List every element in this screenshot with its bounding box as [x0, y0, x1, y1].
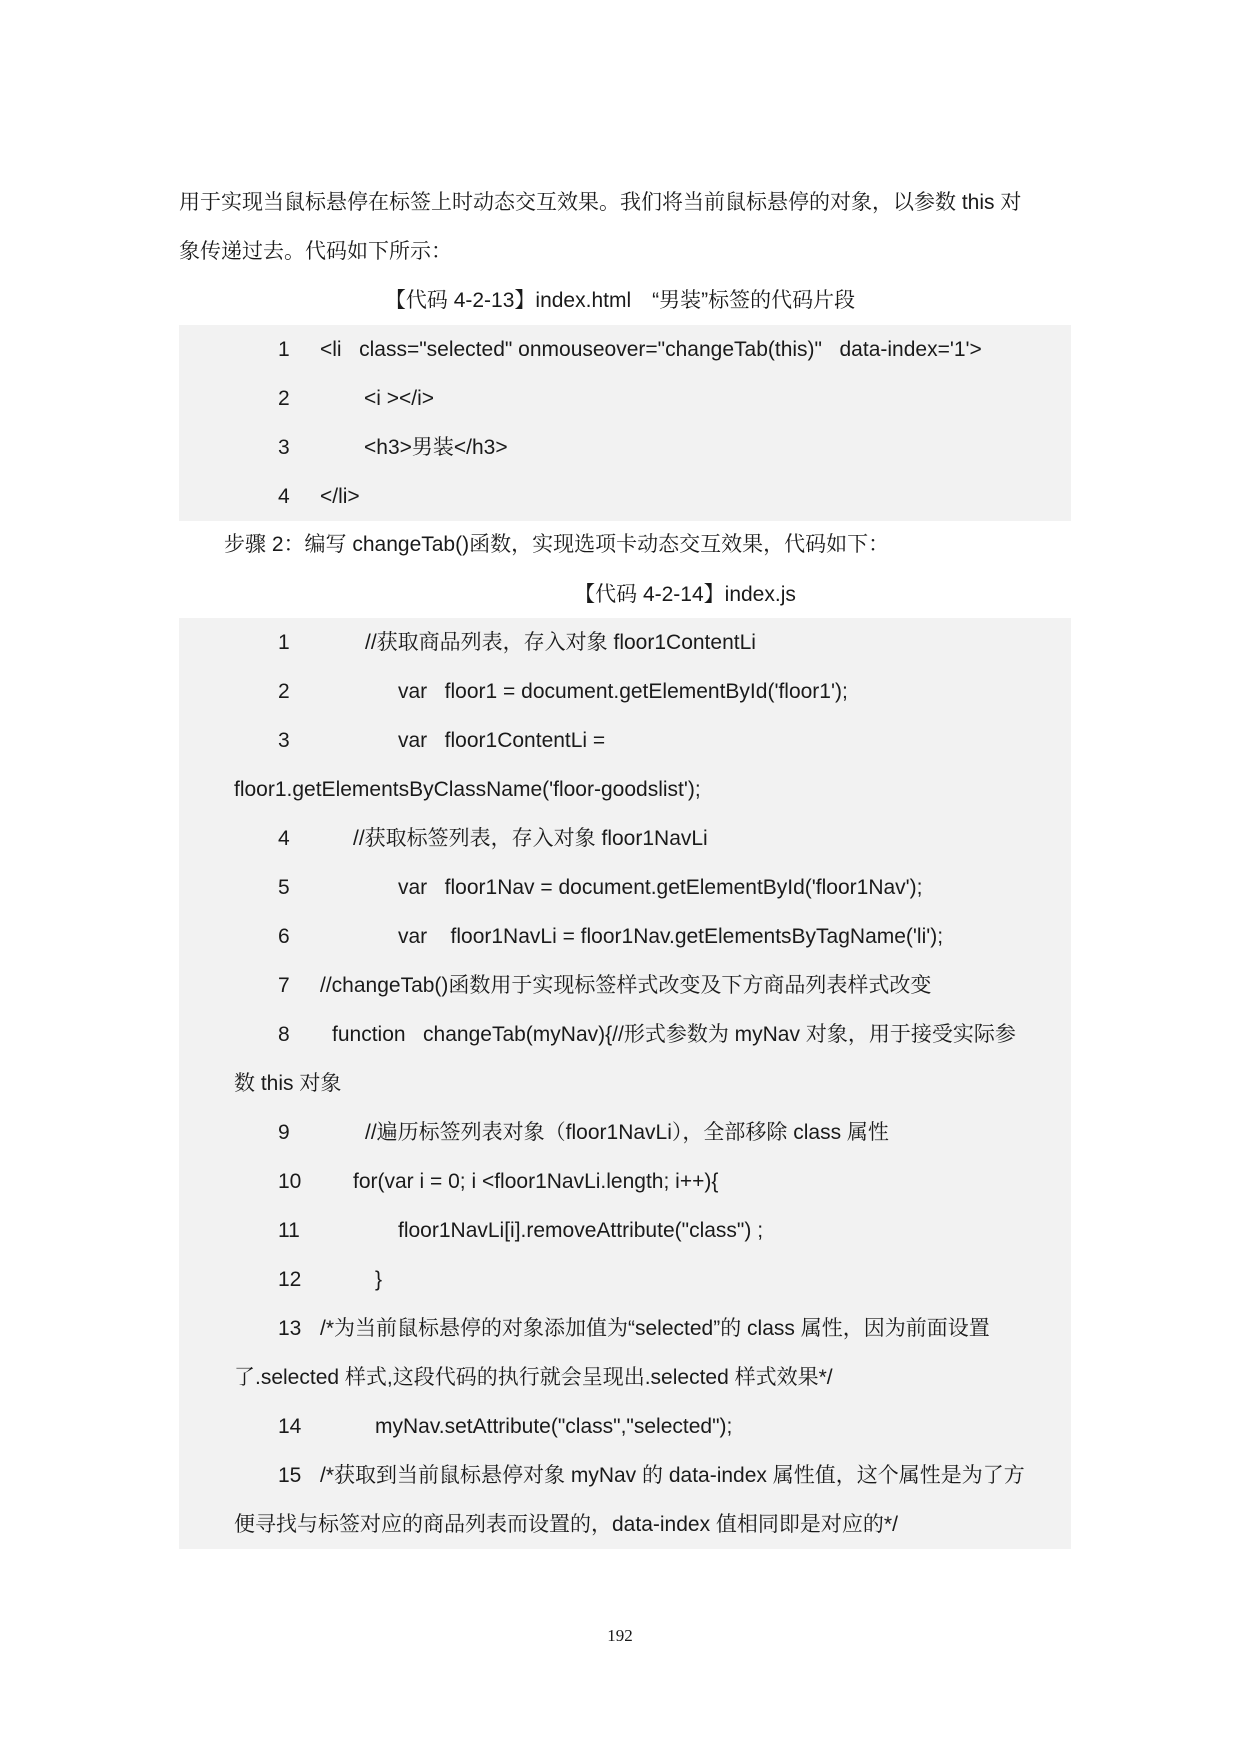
code-text: var floor1 = document.getElementById('floor1'); [398, 680, 848, 703]
code-text: </li> [320, 485, 360, 508]
code-text: /*获取到当前鼠标悬停对象 myNav 的 data-index 属性值，这个属性是为了方 [320, 1464, 1025, 1487]
code-text: <li class="selected" onmouseover="changeTab(this)" data-index='1'> [320, 338, 982, 361]
line-number: 3 [278, 729, 290, 752]
code-block-2 [179, 618, 1071, 1549]
code-line [179, 1402, 1071, 1451]
code-text: var floor1ContentLi = [398, 729, 606, 752]
line-number: 3 [278, 436, 290, 459]
intro-line-1: 用于实现当鼠标悬停在标签上时动态交互效果。我们将当前鼠标悬停的对象，以参数 this 对 [179, 191, 1022, 214]
code-line-continuation: 便寻找与标签对应的商品列表而设置的，data-index 值相同即是对应的*/ [234, 1513, 898, 1536]
code-text: <i ></i> [364, 387, 435, 410]
code-line [179, 863, 1071, 912]
code-line [179, 1010, 1071, 1059]
code-line [179, 1304, 1071, 1353]
code-line [179, 814, 1071, 863]
line-number: 11 [278, 1219, 300, 1242]
line-number: 7 [278, 974, 290, 997]
line-number: 8 [278, 1023, 290, 1046]
code-text: <h3>男装</h3> [364, 436, 508, 459]
code-line [179, 1206, 1071, 1255]
line-number: 4 [278, 827, 290, 850]
code-line [179, 1108, 1071, 1157]
line-number: 1 [278, 338, 290, 361]
code-line [179, 374, 1071, 423]
code-text: /*为当前鼠标悬停的对象添加值为“selected”的 class 属性，因为前面设置 [320, 1317, 990, 1340]
code-text: for(var i = 0; i <floor1NavLi.length; i++){ [353, 1170, 719, 1193]
code-line [179, 667, 1071, 716]
line-number: 6 [278, 925, 290, 948]
line-number: 10 [278, 1170, 302, 1193]
line-number: 1 [278, 631, 290, 654]
code-text: var floor1Nav = document.getElementById('floor1Nav'); [398, 876, 923, 899]
code-caption-1: 【代码 4-2-13】index.html “男装”标签的代码片段 [384, 289, 856, 312]
line-number: 5 [278, 876, 290, 899]
code-text: floor1NavLi[i].removeAttribute("class") ; [398, 1219, 764, 1242]
code-line-continuation: 数 this 对象 [234, 1072, 342, 1095]
line-number: 2 [278, 680, 290, 703]
code-text: var floor1NavLi = floor1Nav.getElementsByTagName('li'); [398, 925, 944, 948]
line-number: 12 [278, 1268, 302, 1291]
code-block-1 [179, 325, 1071, 521]
line-number: 15 [278, 1464, 302, 1487]
code-text: } [375, 1268, 383, 1291]
code-text: //获取标签列表，存入对象 floor1NavLi [353, 827, 708, 850]
code-line [179, 472, 1071, 521]
code-caption-2: 【代码 4-2-14】index.js [574, 583, 796, 606]
code-line [179, 325, 1071, 374]
page-number: 192 [607, 1626, 633, 1645]
code-text: myNav.setAttribute("class","selected"); [375, 1415, 733, 1438]
code-text: function changeTab(myNav){//形式参数为 myNav 对象，用于接受实际参 [332, 1023, 1016, 1046]
code-line [179, 1157, 1071, 1206]
line-number: 4 [278, 485, 290, 508]
line-number: 2 [278, 387, 290, 410]
code-line [179, 716, 1071, 765]
code-line [179, 1255, 1071, 1304]
code-line [179, 912, 1071, 961]
code-line [179, 618, 1071, 667]
intro-paragraph [179, 178, 1059, 276]
code-text: //获取商品列表，存入对象 floor1ContentLi [365, 631, 756, 654]
code-line [179, 961, 1071, 1010]
code-text: //changeTab()函数用于实现标签样式改变及下方商品列表样式改变 [320, 974, 932, 997]
code-line [179, 423, 1071, 472]
code-line [179, 1451, 1071, 1500]
step-2-paragraph: 步骤 2：编写 changeTab()函数，实现选项卡动态交互效果，代码如下： [224, 533, 890, 556]
code-line-continuation: 了.selected 样式,这段代码的执行就会呈现出.selected 样式效果*/ [234, 1366, 833, 1389]
intro-line-2: 象传递过去。代码如下所示： [179, 240, 452, 263]
line-number: 9 [278, 1121, 290, 1144]
line-number: 13 [278, 1317, 302, 1340]
code-text: //遍历标签列表对象（floor1NavLi），全部移除 class 属性 [365, 1121, 889, 1144]
code-line-continuation: floor1.getElementsByClassName('floor-goodslist'); [234, 778, 701, 801]
line-number: 14 [278, 1415, 302, 1438]
